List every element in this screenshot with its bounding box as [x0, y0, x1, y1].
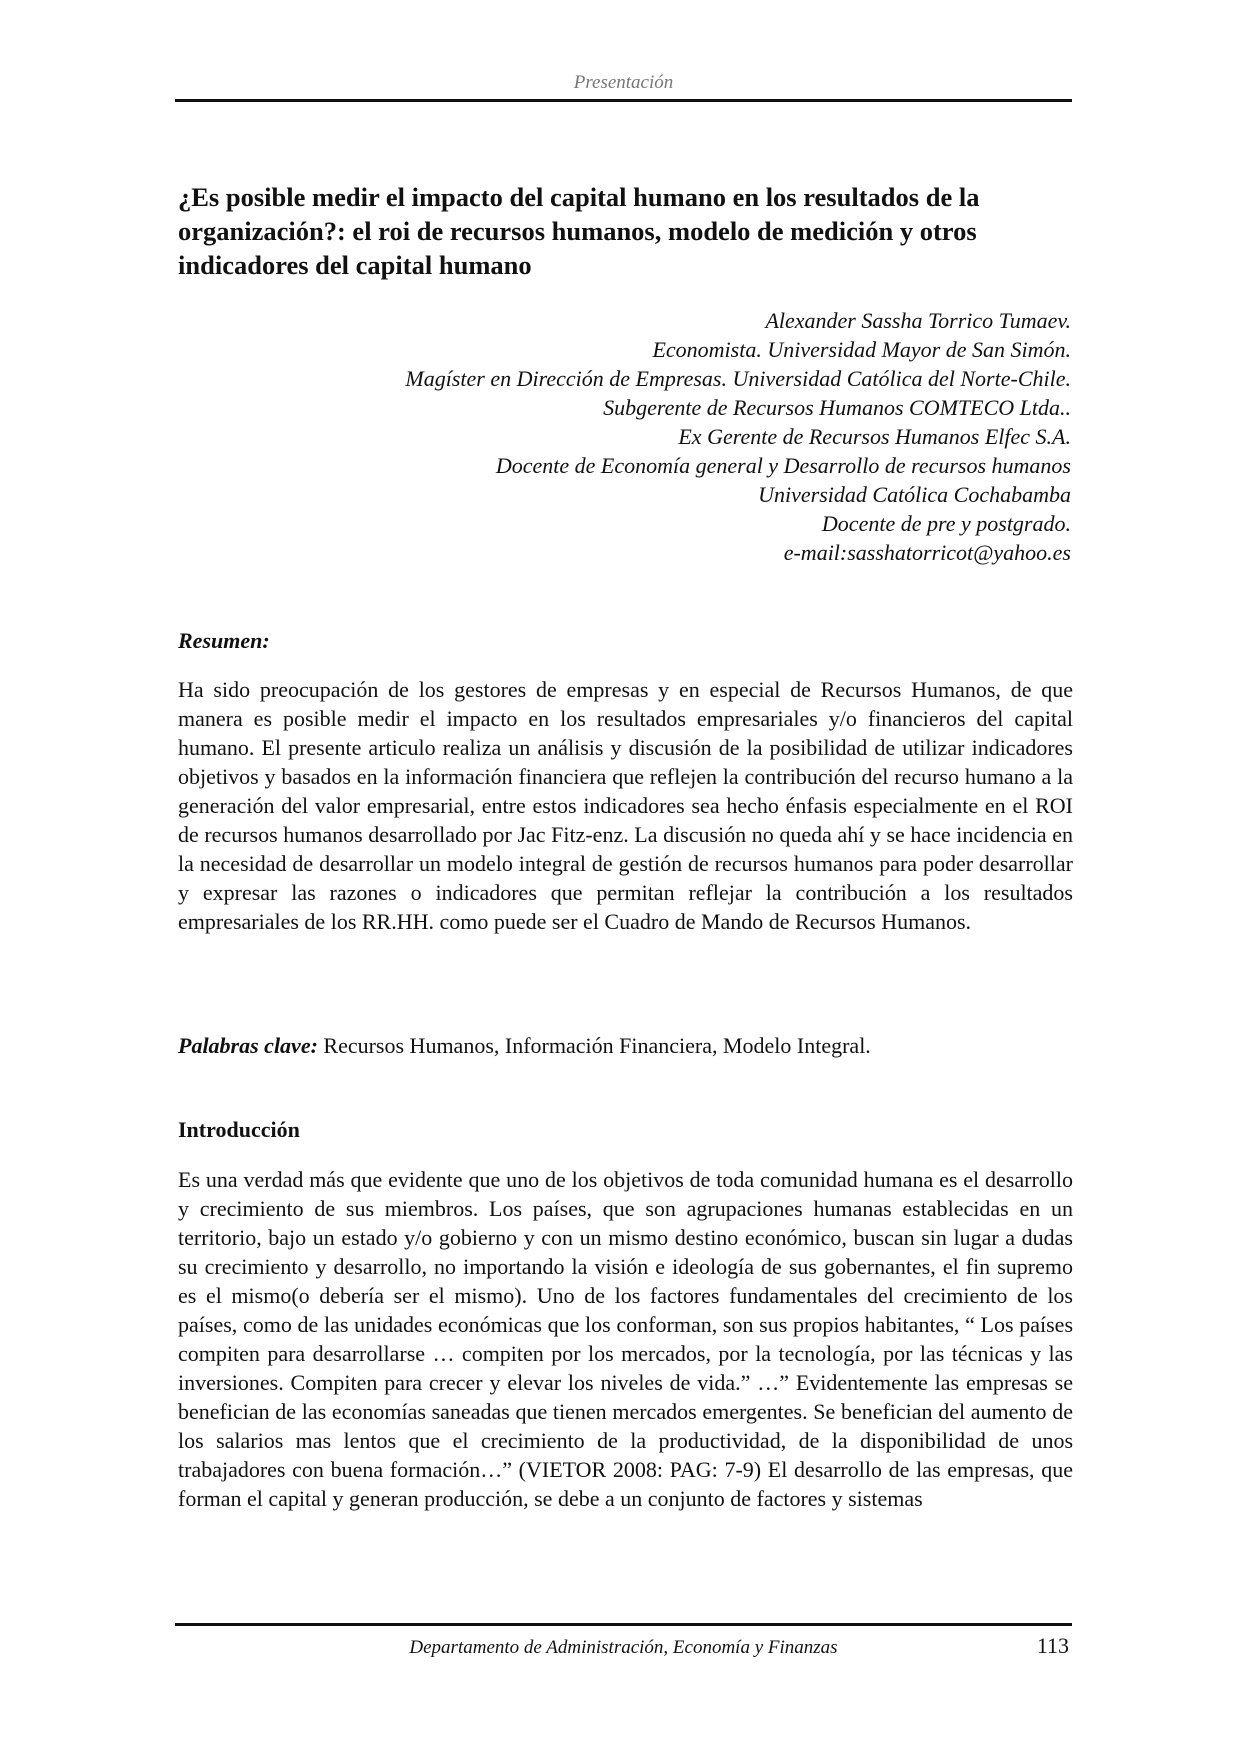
introduction-text: Es una verdad más que evidente que uno de los objetivos de toda comunidad humana es el desarrollo y crecimiento de sus miembros. Los países, que son agrupaciones humanas establecidas en un territorio, bajo un estado y/o gobierno y con un mismo destino económico, buscan sin lugar a dudas su crecimiento y desarrollo, no importando la visión e ideología de sus gobernantes, el fin supremo es el mismo(o debería ser el mismo). Uno de los factores fundamentales del crecimiento de los países, como de las unidades económicas que los conforman, son sus propios habitantes, “ Los países compiten para desarrollarse … compiten por los mercados, por la tecnología, por las técnicas y las inversiones. Compiten para crecer y elevar los niveles de vida.” …” Evidentemente las empresas se benefician de las economías saneadas que tienen mercados emergentes. Se benefician del aumento de los salarios mas lentos que el crecimiento de la productividad, de la disponibilidad de unos trabajadores con buena formación…” (VIETOR 2008: PAG: 7-9) El desarrollo de las empresas, que forman el capital y generan producción, se debe a un conjunto de factores y sistemas	[178, 1167, 1073, 1511]
author-affiliation: Ex Gerente de Recursos Humanos Elfec S.A.	[678, 424, 1071, 449]
author-affiliation: Economista. Universidad Mayor de San Simón.	[652, 337, 1071, 362]
author-block	[171, 306, 1071, 567]
article-title: ¿Es posible medir el impacto del capital humano en los resultados de la organización?: el roi de recursos humanos, modelo de medición y otros indicadores del capital humano	[178, 182, 980, 280]
page-number: 113	[1036, 1633, 1069, 1658]
abstract-text: Ha sido preocupación de los gestores de empresas y en especial de Recursos Humanos, de que manera es posible medir el impacto en los resultados empresariales y/o financieros del capital humano. El presente articulo realiza un análisis y discusión de la posibilidad de utilizar indicadores objetivos y basados en la información financiera que reflejen la contribución del recurso humano a la generación del valor empresarial, entre estos indicadores sea hecho énfasis especialmente en el ROI de recursos humanos desarrollado por Jac Fitz-enz. La discusión no queda ahí y se hace incidencia en la necesidad de desarrollar un modelo integral de gestión de recursos humanos para poder desarrollar y expresar las razones o indicadores que permitan reflejar la contribución a los resultados empresariales de los RR.HH. como puede ser el Cuadro de Mando de Recursos Humanos.	[178, 677, 1073, 934]
running-header: Presentación	[573, 72, 674, 93]
author-affiliation: Universidad Católica Cochabamba	[758, 482, 1071, 507]
author-affiliation: Docente de Economía general y Desarrollo de recursos humanos	[495, 453, 1071, 478]
author-affiliation: Subgerente de Recursos Humanos COMTECO Ltda..	[603, 395, 1071, 420]
introduction-heading: Introducción	[178, 1117, 300, 1142]
keywords-text: Recursos Humanos, Información Financiera, Modelo Integral.	[317, 1033, 871, 1058]
author-affiliation: Docente de pre y postgrado.	[821, 511, 1071, 536]
author-affiliation: Magíster en Dirección de Empresas. Universidad Católica del Norte-Chile.	[405, 366, 1071, 391]
author-name: Alexander Sassha Torrico Tumaev.	[765, 308, 1071, 333]
keywords	[178, 1031, 1073, 1060]
author-email: e-mail:sasshatorricot@yahoo.es	[783, 540, 1071, 565]
running-footer: Departamento de Administración, Economía y Finanzas	[409, 1637, 838, 1658]
abstract-heading: Resumen:	[178, 628, 270, 653]
footer-rule	[175, 1623, 1072, 1626]
keywords-label: Palabras clave:	[178, 1033, 318, 1058]
header-rule	[175, 99, 1072, 102]
